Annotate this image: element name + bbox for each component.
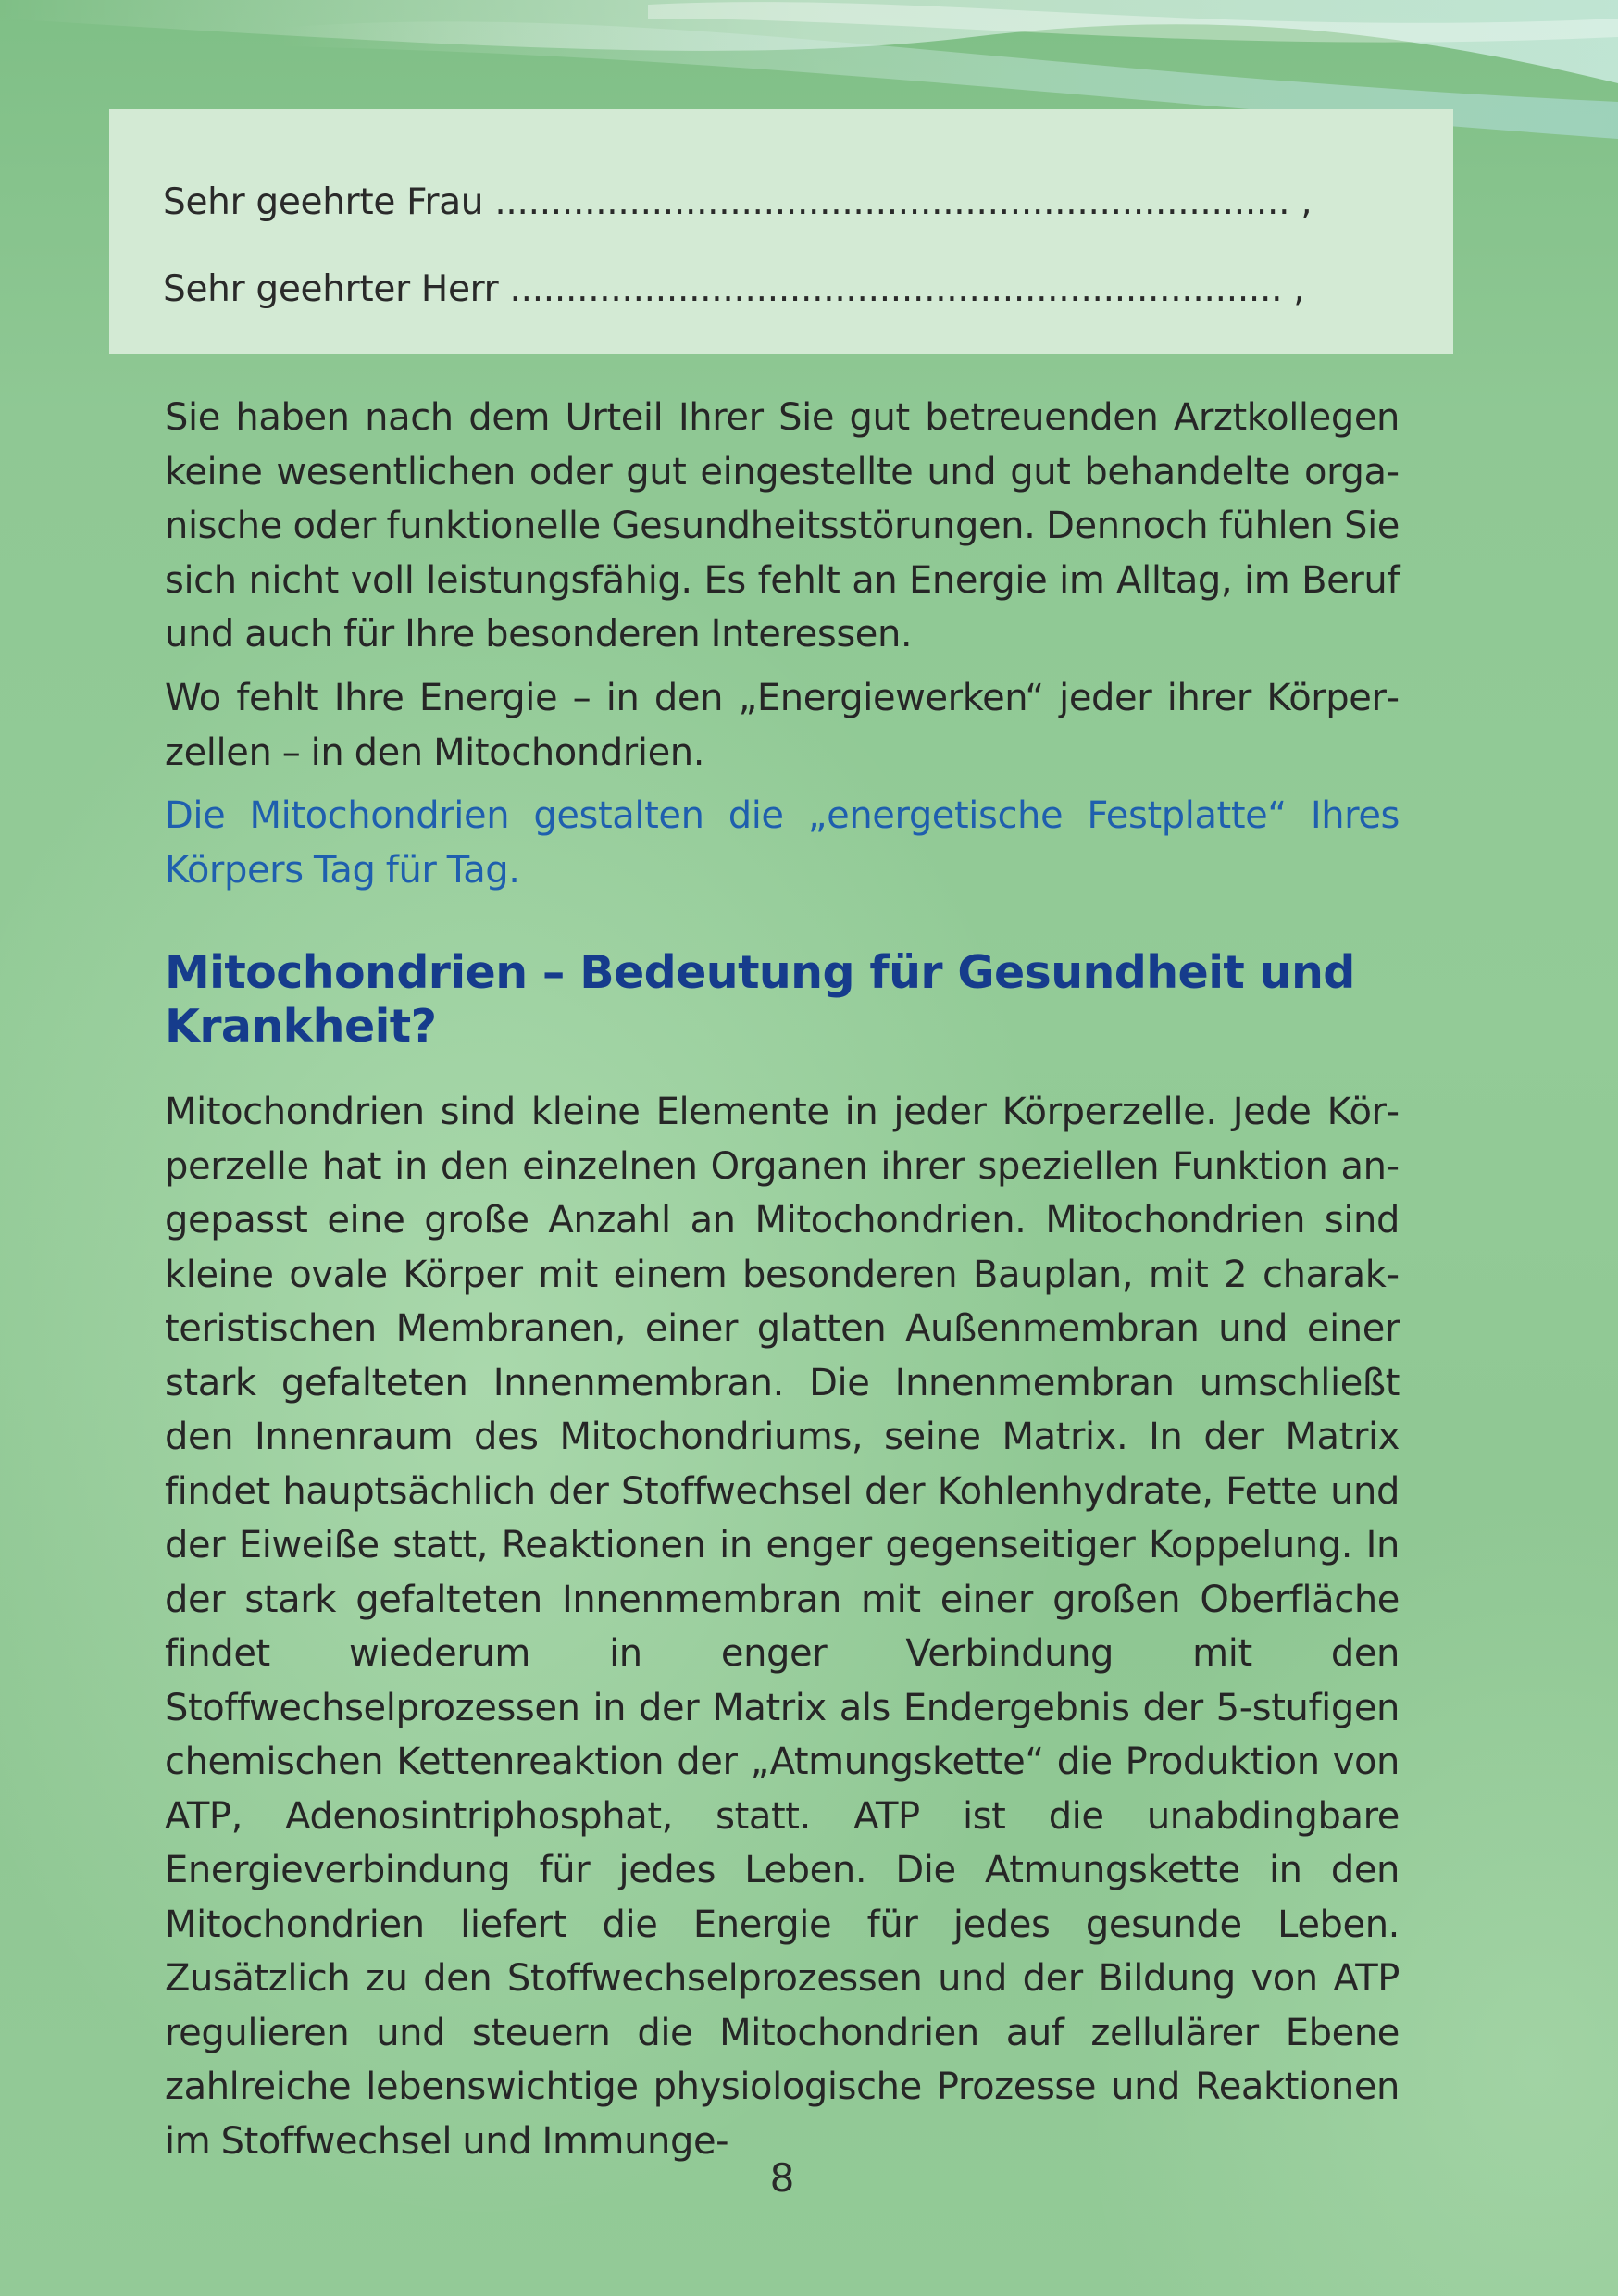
- page-number: 8: [769, 2155, 795, 2201]
- intro-paragraph-energy: Wo fehlt Ihre Energie – in den „Energiewerken“ jeder ihrer Körperzellen – in den Mitochondrien.: [165, 676, 1400, 774]
- salutation-frau: Sehr geehrte Frau ....................................................................... ,: [163, 181, 1313, 223]
- section-body: [165, 1085, 1400, 2168]
- body-paragraph: Mitochondrien sind kleine Elemente in jeder Körperzelle. Jede Körperzelle hat in den einzelnen Organen ihrer speziellen Funktion angepasst eine große Anzahl an Mitochondrien. Mitochondrien sind kleine ovale Körper mit einem besonderen Bauplan, mit 2 charakteristischen Membranen, einer glatten Außenmembran und einer stark gefalteten Innenmembran. Die Innenmembran umschließt den Innenraum des Mitochondriums, seine Matrix. In der Matrix findet hauptsächlich der Stoffwechsel der Kohlenhydrate, Fette und der Eiweiße statt, Reaktionen in enger gegenseitiger Koppelung. In der stark gefalteten Innenmembran mit einer großen Oberfläche findet wiederum in enger Verbindung mit den Stoffwechselprozessen in der Matrix als Endergebnis der 5-stufigen chemischen Kettenreaktion der „Atmungskette“ die Produktion von ATP, Adenosintriphosphat, statt. ATP ist die unabdingbare Energieverbindung für jedes Leben. Die Atmungskette in den Mitochondrien liefert die Energie für jedes gesunde Leben. Zusätzlich zu den Stoffwechselprozessen und der Bildung von ATP regulieren und steuern die Mitochondrien auf zellulärer Ebene zahlreiche lebenswichtige physiologische Prozesse und Reaktionen im Stoffwechsel und Immunge-: [165, 1091, 1400, 2163]
- section-heading: Mitochondrien – Bedeutung für Gesundheit und Krankheit?: [165, 946, 1355, 1053]
- salutation-box: [109, 109, 1453, 354]
- salutation-herr: Sehr geehrter Herr ..................................................................... ,: [163, 268, 1305, 310]
- intro-section: [165, 391, 1400, 897]
- highlight-paragraph: Die Mitochondrien gestalten die „energetische Festplatte“ Ihres Körpers Tag für Tag.: [165, 794, 1400, 892]
- intro-paragraph: Sie haben nach dem Urteil Ihrer Sie gut betreuenden Arztkollegen keine wesentlichen oder gut eingestellte und gut behandelte organische oder funktionelle Gesundheitsstörungen. Dennoch fühlen Sie sich nicht voll leistungsfähig. Es fehlt an Energie im Alltag, im Beruf und auch für Ihre besonderen Interessen.: [165, 396, 1400, 656]
